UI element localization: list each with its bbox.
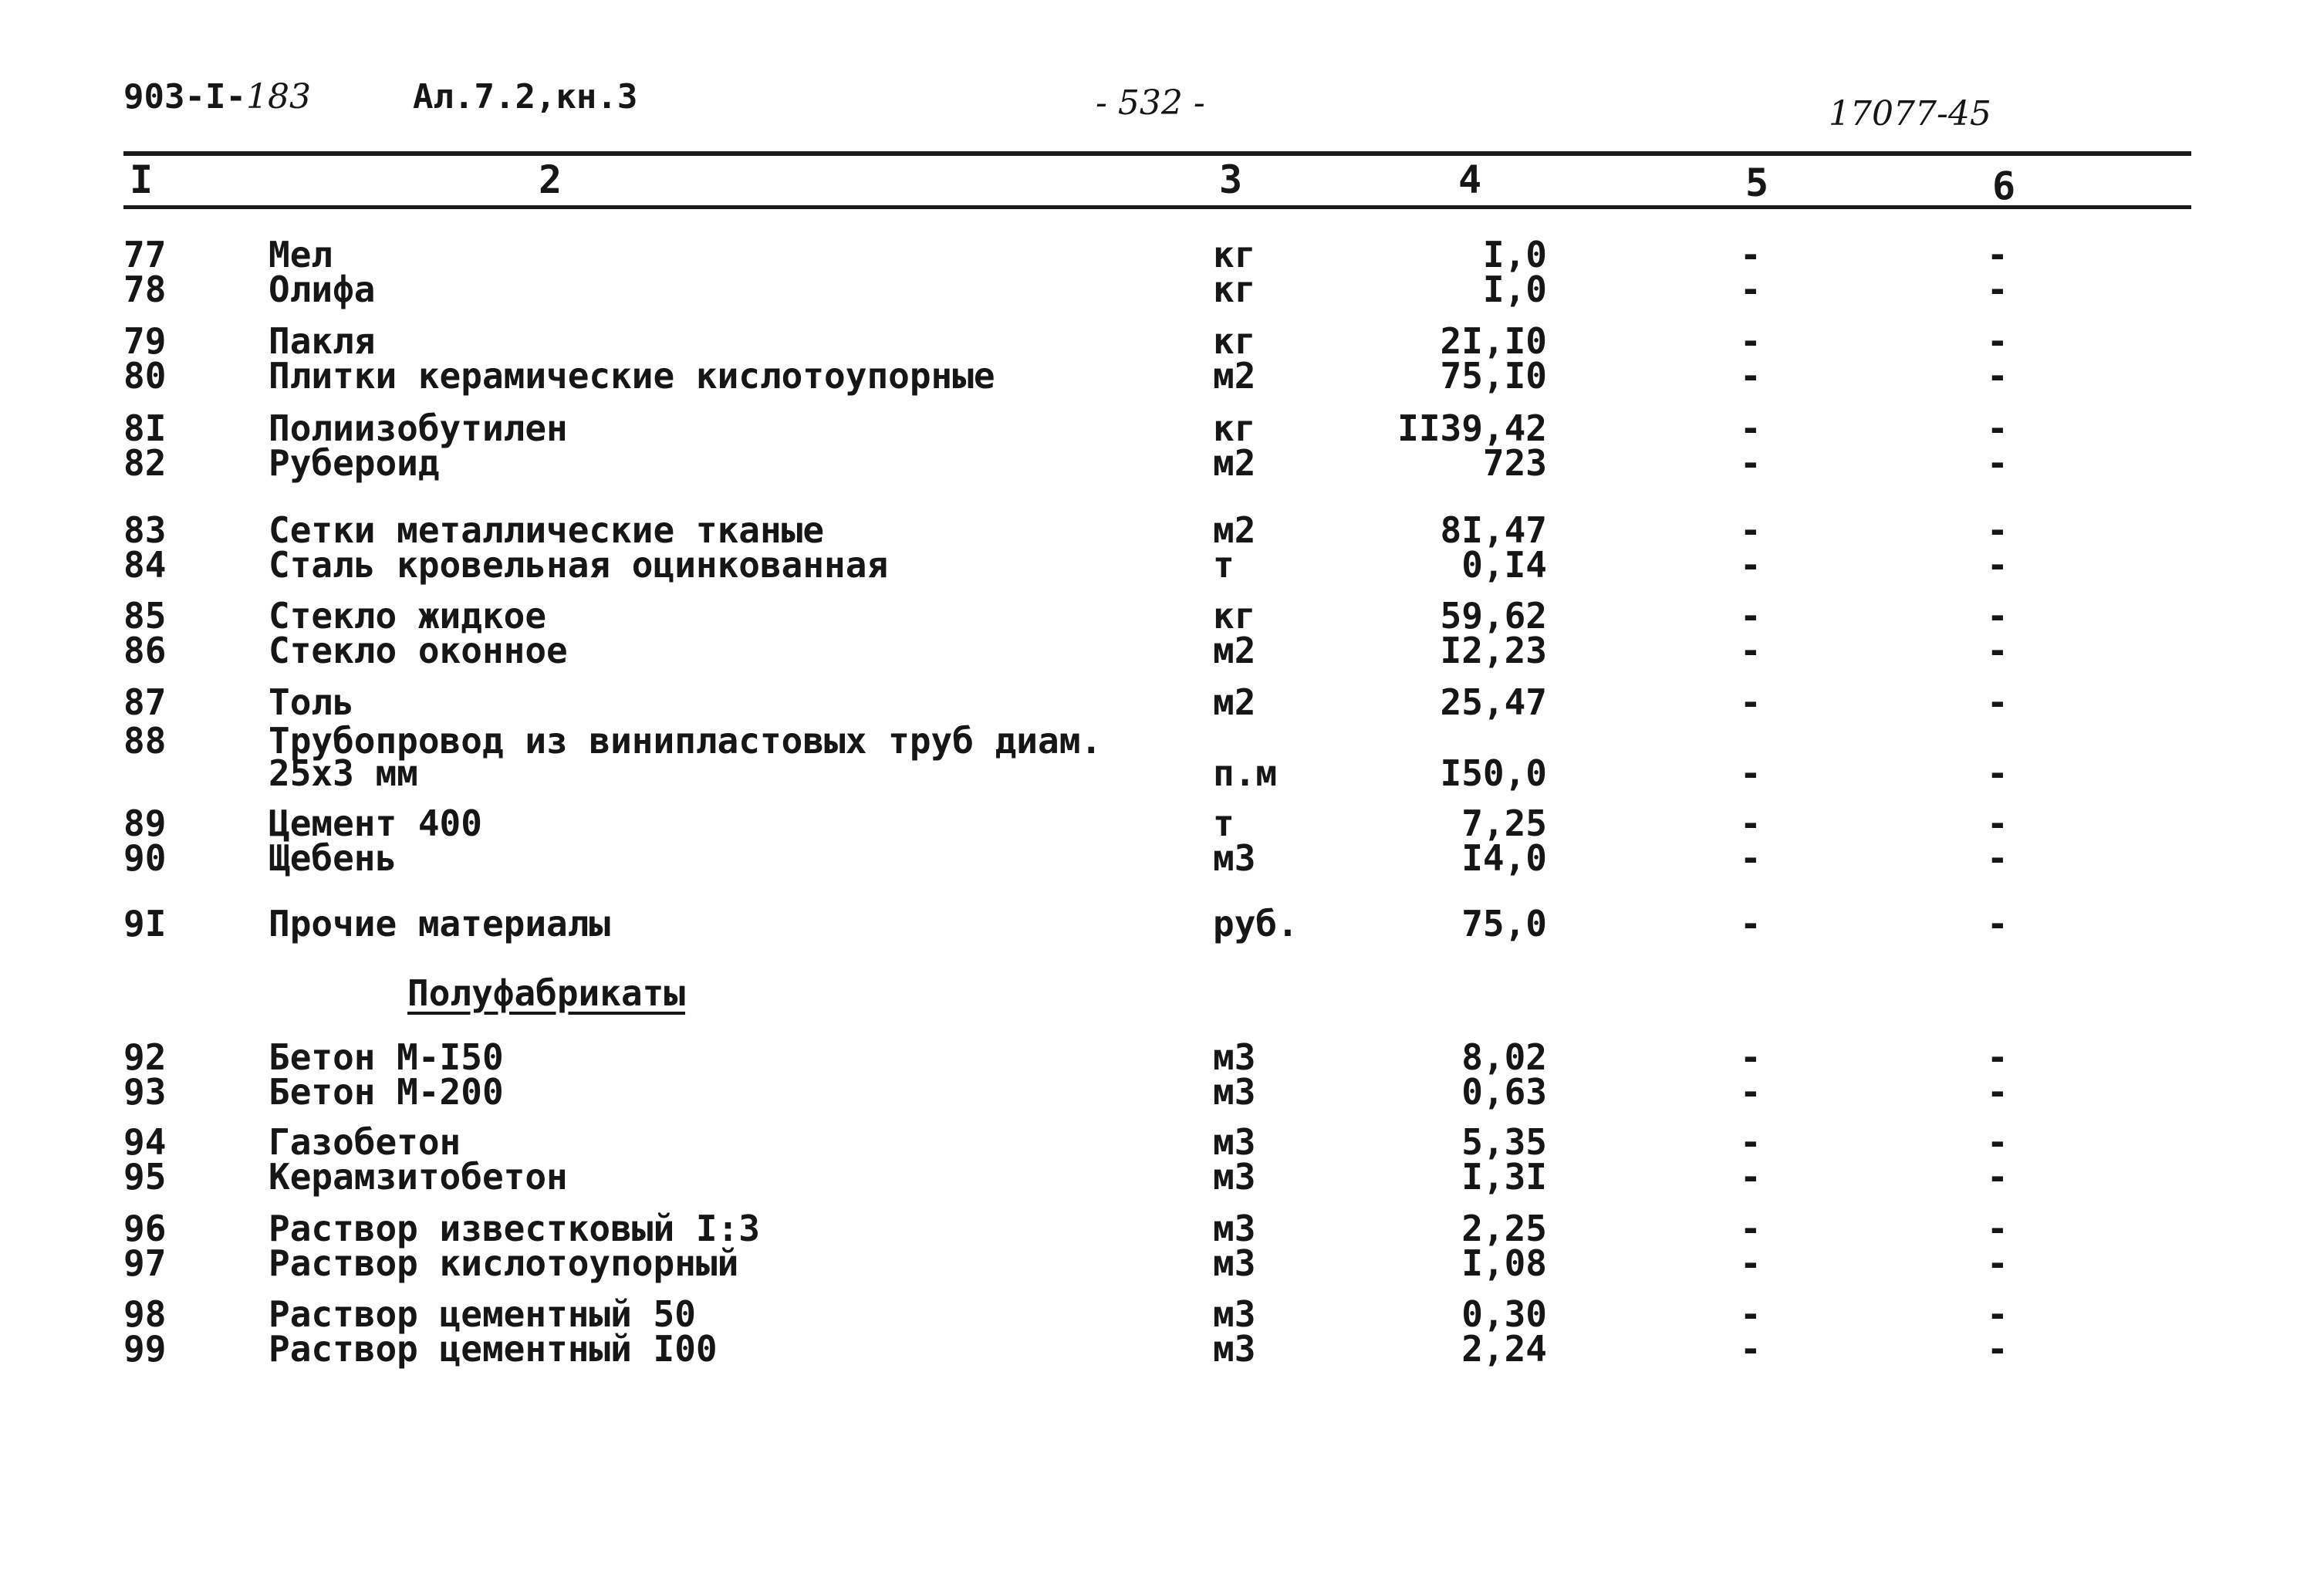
row-number: 85 [123,595,167,637]
document-code [123,77,311,117]
column-6-dash: - [1987,752,2008,794]
unit: м3 [1213,1036,1256,1078]
table-row [0,357,2324,395]
column-5-dash: - [1740,320,1762,362]
material-name: Рубероид [269,442,440,484]
material-name: Газобетон [269,1121,461,1163]
table-row [0,1244,2324,1282]
row-number: 86 [123,630,167,671]
unit: т [1213,803,1235,844]
quantity: 723 [1482,442,1547,484]
column-header-6: 6 [1992,164,2016,208]
material-name: Плитки керамические кислотоупорные [269,355,995,397]
material-name: 25х3 мм [269,752,418,794]
row-number: 95 [123,1156,167,1198]
material-name: Сетки металлические тканые [269,509,825,551]
quantity: 0,I4 [1461,544,1547,586]
column-6-dash: - [1987,1156,2008,1198]
row-number: 99 [123,1328,167,1370]
unit: м3 [1213,1156,1256,1198]
column-6-dash: - [1987,269,2008,310]
column-5-dash: - [1740,1071,1762,1113]
row-number: 8I [123,407,167,449]
unit: м3 [1213,1208,1256,1249]
quantity: 2,25 [1461,1208,1547,1249]
column-header-1: I [130,157,154,202]
column-header-4: 4 [1458,157,1482,202]
quantity: II39,42 [1397,407,1547,449]
column-5-dash: - [1740,681,1762,723]
quantity: I4,0 [1461,837,1547,879]
column-6-dash: - [1987,1293,2008,1335]
quantity: I,08 [1461,1242,1547,1284]
column-5-dash: - [1740,1242,1762,1284]
material-name: Цемент 400 [269,803,482,844]
column-6-dash: - [1987,442,2008,484]
unit: м2 [1213,509,1256,551]
column-5-dash: - [1740,752,1762,794]
column-5-dash: - [1740,544,1762,586]
album-reference: Ал.7.2,кн.3 [413,77,638,117]
column-5-dash: - [1740,1328,1762,1370]
column-6-dash: - [1987,1242,2008,1284]
table-row [0,1157,2324,1196]
column-5-dash: - [1740,509,1762,551]
quantity: 2I,I0 [1440,320,1547,362]
column-5-dash: - [1740,1121,1762,1163]
column-6-dash: - [1987,595,2008,637]
unit: м3 [1213,1328,1256,1370]
table-row [0,904,2324,943]
column-5-dash: - [1740,903,1762,944]
section-heading: Полуфабрикаты [407,972,686,1014]
column-header-rule [123,205,2191,209]
row-number: 89 [123,803,167,844]
material-name: Трубопровод из винипластовых труб диам. [269,720,1103,762]
material-name: Щебень [269,837,397,879]
material-name: Раствор цементный I00 [269,1328,718,1370]
column-5-dash: - [1740,1036,1762,1078]
unit: м2 [1213,355,1256,397]
table-row [0,683,2324,721]
column-6-dash: - [1987,803,2008,844]
unit: кг [1213,269,1256,310]
column-5-dash: - [1740,630,1762,671]
unit: кг [1213,234,1256,275]
material-name: Керамзитобетон [269,1156,568,1198]
column-6-dash: - [1987,1036,2008,1078]
quantity: 75,I0 [1440,355,1547,397]
column-6-dash: - [1987,903,2008,944]
table-row [0,1330,2324,1368]
table-row [0,444,2324,482]
quantity: I,0 [1482,269,1547,310]
quantity: 7,25 [1461,803,1547,844]
unit: кг [1213,320,1256,362]
material-name: Пакля [269,320,376,362]
column-5-dash: - [1740,407,1762,449]
column-5-dash: - [1740,1208,1762,1249]
material-name: Стекло жидкое [269,595,547,637]
quantity: 59,62 [1440,595,1547,637]
column-6-dash: - [1987,355,2008,397]
unit: п.м [1213,752,1278,794]
unit: м2 [1213,442,1256,484]
page-number: - 532 - [1096,83,1205,123]
column-5-dash: - [1740,803,1762,844]
quantity: 5,35 [1461,1121,1547,1163]
quantity: 25,47 [1440,681,1547,723]
column-5-dash: - [1740,234,1762,275]
material-name: Мел [269,234,333,275]
row-number: 90 [123,837,167,879]
material-name: Сталь кровельная оцинкованная [269,544,889,586]
quantity: 75,0 [1461,903,1547,944]
unit: м2 [1213,681,1256,723]
column-6-dash: - [1987,544,2008,586]
quantity: I2,23 [1440,630,1547,671]
row-number: 98 [123,1293,167,1335]
column-6-dash: - [1987,681,2008,723]
material-name: Бетон М-200 [269,1071,504,1113]
material-name: Бетон М-I50 [269,1036,504,1078]
unit: руб. [1213,903,1299,944]
column-5-dash: - [1740,837,1762,879]
column-6-dash: - [1987,1208,2008,1249]
unit: т [1213,544,1235,586]
column-5-dash: - [1740,595,1762,637]
material-name: Прочие материалы [269,903,611,944]
document-code-handwritten: 183 [245,77,311,117]
column-5-dash: - [1740,269,1762,310]
material-name: Олифа [269,269,376,310]
column-header-5: 5 [1745,161,1769,205]
row-number: 83 [123,509,167,551]
unit: м3 [1213,1071,1256,1113]
table-row [0,754,2324,792]
quantity: 0,30 [1461,1293,1547,1335]
row-number: 87 [123,681,167,723]
quantity: I,3I [1461,1156,1547,1198]
row-number: 93 [123,1071,167,1113]
column-5-dash: - [1740,442,1762,484]
table-top-rule [123,151,2191,156]
column-6-dash: - [1987,509,2008,551]
unit: м2 [1213,630,1256,671]
table-row [0,839,2324,877]
row-number: 96 [123,1208,167,1249]
material-name: Полиизобутилен [269,407,568,449]
quantity: I,0 [1482,234,1547,275]
row-number: 80 [123,355,167,397]
column-6-dash: - [1987,320,2008,362]
document-code-printed: 903-I- [123,77,246,117]
row-number: 79 [123,320,167,362]
column-6-dash: - [1987,837,2008,879]
quantity: 0,63 [1461,1071,1547,1113]
column-6-dash: - [1987,1071,2008,1113]
row-number: 77 [123,234,167,275]
unit: м3 [1213,1293,1256,1335]
unit: м3 [1213,1121,1256,1163]
column-header-3: 3 [1219,157,1243,202]
row-number: 88 [123,720,167,762]
column-6-dash: - [1987,1328,2008,1370]
unit: кг [1213,407,1256,449]
table-row [0,1073,2324,1111]
row-number: 9I [123,903,167,944]
inventory-number: 17077-45 [1829,94,1991,133]
column-6-dash: - [1987,630,2008,671]
column-6-dash: - [1987,407,2008,449]
quantity: 8,02 [1461,1036,1547,1078]
row-number: 92 [123,1036,167,1078]
column-5-dash: - [1740,355,1762,397]
material-name: Стекло оконное [269,630,568,671]
column-5-dash: - [1740,1156,1762,1198]
row-number: 84 [123,544,167,586]
material-name: Толь [269,681,354,723]
material-name: Раствор кислотоупорный [269,1242,739,1284]
row-number: 97 [123,1242,167,1284]
unit: м3 [1213,1242,1256,1284]
table-row [0,270,2324,309]
quantity: I50,0 [1440,752,1547,794]
column-6-dash: - [1987,1121,2008,1163]
row-number: 94 [123,1121,167,1163]
row-number: 82 [123,442,167,484]
quantity: 2,24 [1461,1328,1547,1370]
table-row [0,631,2324,670]
column-6-dash: - [1987,234,2008,275]
table-row [0,546,2324,584]
quantity: 8I,47 [1440,509,1547,551]
column-header-2: 2 [539,157,562,202]
row-number: 78 [123,269,167,310]
unit: кг [1213,595,1256,637]
unit: м3 [1213,837,1256,879]
column-5-dash: - [1740,1293,1762,1335]
material-name: Раствор цементный 50 [269,1293,696,1335]
material-name: Раствор известковый I:3 [269,1208,760,1249]
